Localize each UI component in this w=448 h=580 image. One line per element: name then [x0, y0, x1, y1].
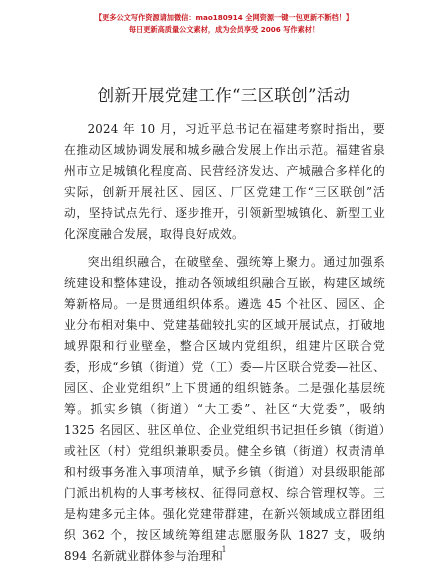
promo-banner — [0, 12, 448, 36]
promo-banner-line-2: 每日更新高质量公文素材，成为会员享受 2006 写作素材！ — [128, 25, 320, 34]
promo-banner-line-1: 【更多公文写作资源请加微信：mao180914 全网资源一键一包更新不断档！】 — [94, 13, 354, 22]
document-body — [64, 119, 385, 567]
page-number: 1 — [221, 545, 227, 554]
paragraph-organization-fusion: 突出组织融合，在破壁垒、强统筹上聚力。通过加强系统建设和整体建设，推动各领域组织融合互嵌，构建区域统筹新格局。一是贯通组织体系。遴选 45 个社区、园区、企业分布相对集中、党建基础较扎实的区域开展试点，打破地域界限和行业壁垒，整合区域内党组织，组建片区联合党委，形成“乡镇（街道）党（工）委—片区联合党委—社区、园区、企业党组织”上下贯通的组织链条。二是强化基层统筹。抓实乡镇（街道）“大工委”、社区“大党委”，吸纳 1325 名园区、驻区单位、企业党组织书记担任乡镇（街道）或社区（村）党组织兼职委员。健全乡镇（街道）权责清单和村级事务准入事项清单，赋予乡镇（街道）对县级职能部门派出机构的人事考核权、征得同意权、综合管理权等。三是构建多元主体。强化党建带群建，在新兴领域成立群团组织 362 个，按区域统筹组建志愿服务队 1827 支，吸纳 894 名新就业群体参与治理和 — [64, 255, 385, 563]
document-title: 创新开展党建工作“三区联创”活动 — [97, 86, 351, 105]
paragraph-intro: 2024 年 10 月，习近平总书记在福建考察时指出，要在推动区域协调发展和城乡融合发展上作出示范。福建省泉州市立足城镇化程度高、民营经济发达、产城融合多样化的实际，创新开展社区、园区、厂区党建工作“三区联创”活动，坚持试点先行、逐步推开，引领新型城镇化、新型工业化深度融合发展，取得良好成效。 — [64, 122, 385, 241]
